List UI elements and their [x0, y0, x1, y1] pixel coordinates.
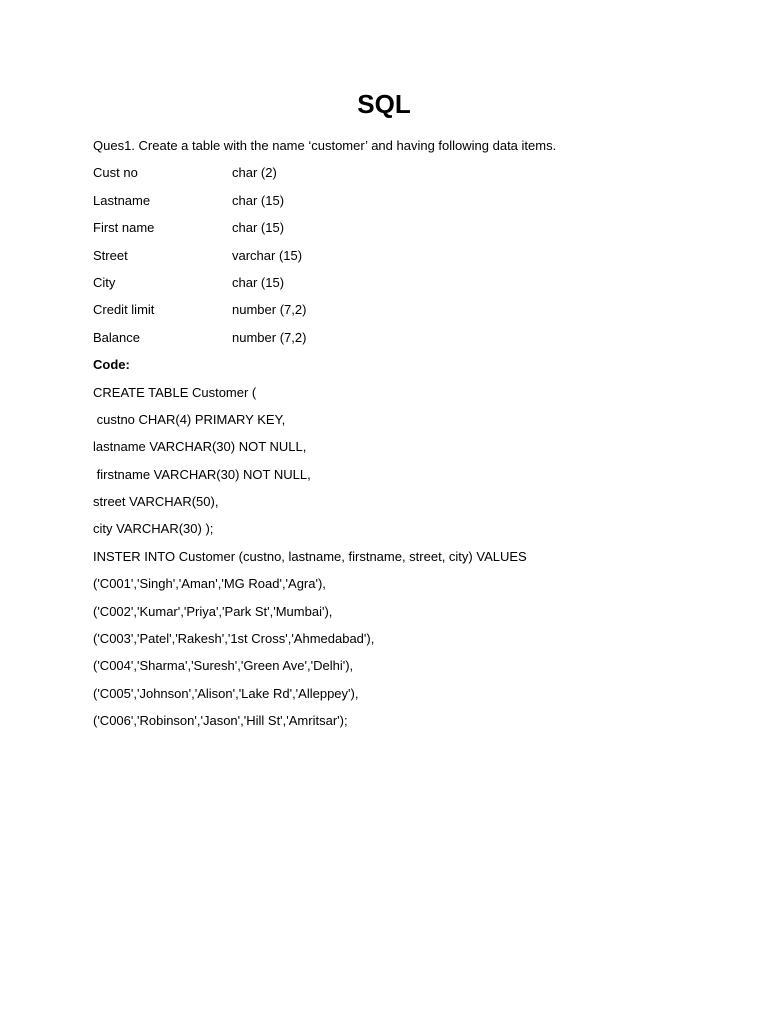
field-type: char (2) [232, 165, 277, 181]
code-line: lastname VARCHAR(30) NOT NULL, [93, 439, 307, 455]
field-name: Lastname [93, 192, 151, 208]
field-row [93, 269, 693, 296]
code-line: custno CHAR(4) PRIMARY KEY, [93, 411, 286, 427]
question-text: Ques1. Create a table with the name ‘customer’ and having following data items. [93, 138, 557, 153]
field-row [93, 324, 693, 351]
code-line: ('C004','Sharma','Suresh','Green Ave','Delhi'), [93, 658, 354, 674]
field-list [93, 159, 693, 351]
field-name: Cust no [93, 165, 138, 181]
code-label: Code: [93, 357, 130, 373]
code-line: INSTER INTO Customer (custno, lastname, firstname, street, city) VALUES [93, 548, 527, 564]
field-name: Credit limit [93, 302, 155, 318]
code-line: ('C002','Kumar','Priya','Park St','Mumbai'), [93, 603, 333, 619]
field-name: First name [93, 220, 155, 236]
field-row [93, 296, 693, 323]
code-line: ('C001','Singh','Aman','MG Road','Agra'), [93, 576, 326, 592]
field-type: char (15) [232, 274, 285, 290]
field-name: Balance [93, 329, 140, 345]
page-title: SQL [357, 89, 411, 119]
field-name: City [93, 274, 116, 290]
code-line: street VARCHAR(50), [93, 494, 219, 510]
field-type: varchar (15) [232, 247, 303, 263]
field-row [93, 242, 693, 269]
code-line: CREATE TABLE Customer ( [93, 384, 257, 400]
code-line: city VARCHAR(30) ); [93, 521, 214, 537]
code-line: ('C006','Robinson','Jason','Hill St','Amritsar'); [93, 713, 348, 729]
field-type: number (7,2) [232, 329, 307, 345]
field-row [93, 159, 693, 186]
code-line: ('C005','Johnson','Alison','Lake Rd','Alleppey'), [93, 685, 359, 701]
field-row [93, 214, 693, 241]
code-block [93, 379, 693, 735]
field-type: char (15) [232, 220, 285, 236]
document-body [93, 132, 693, 735]
field-name: Street [93, 247, 128, 263]
field-type: number (7,2) [232, 302, 307, 318]
field-row [93, 187, 693, 214]
field-type: char (15) [232, 192, 285, 208]
code-line: firstname VARCHAR(30) NOT NULL, [93, 466, 311, 482]
code-line: ('C003','Patel','Rakesh','1st Cross','Ahmedabad'), [93, 631, 375, 647]
